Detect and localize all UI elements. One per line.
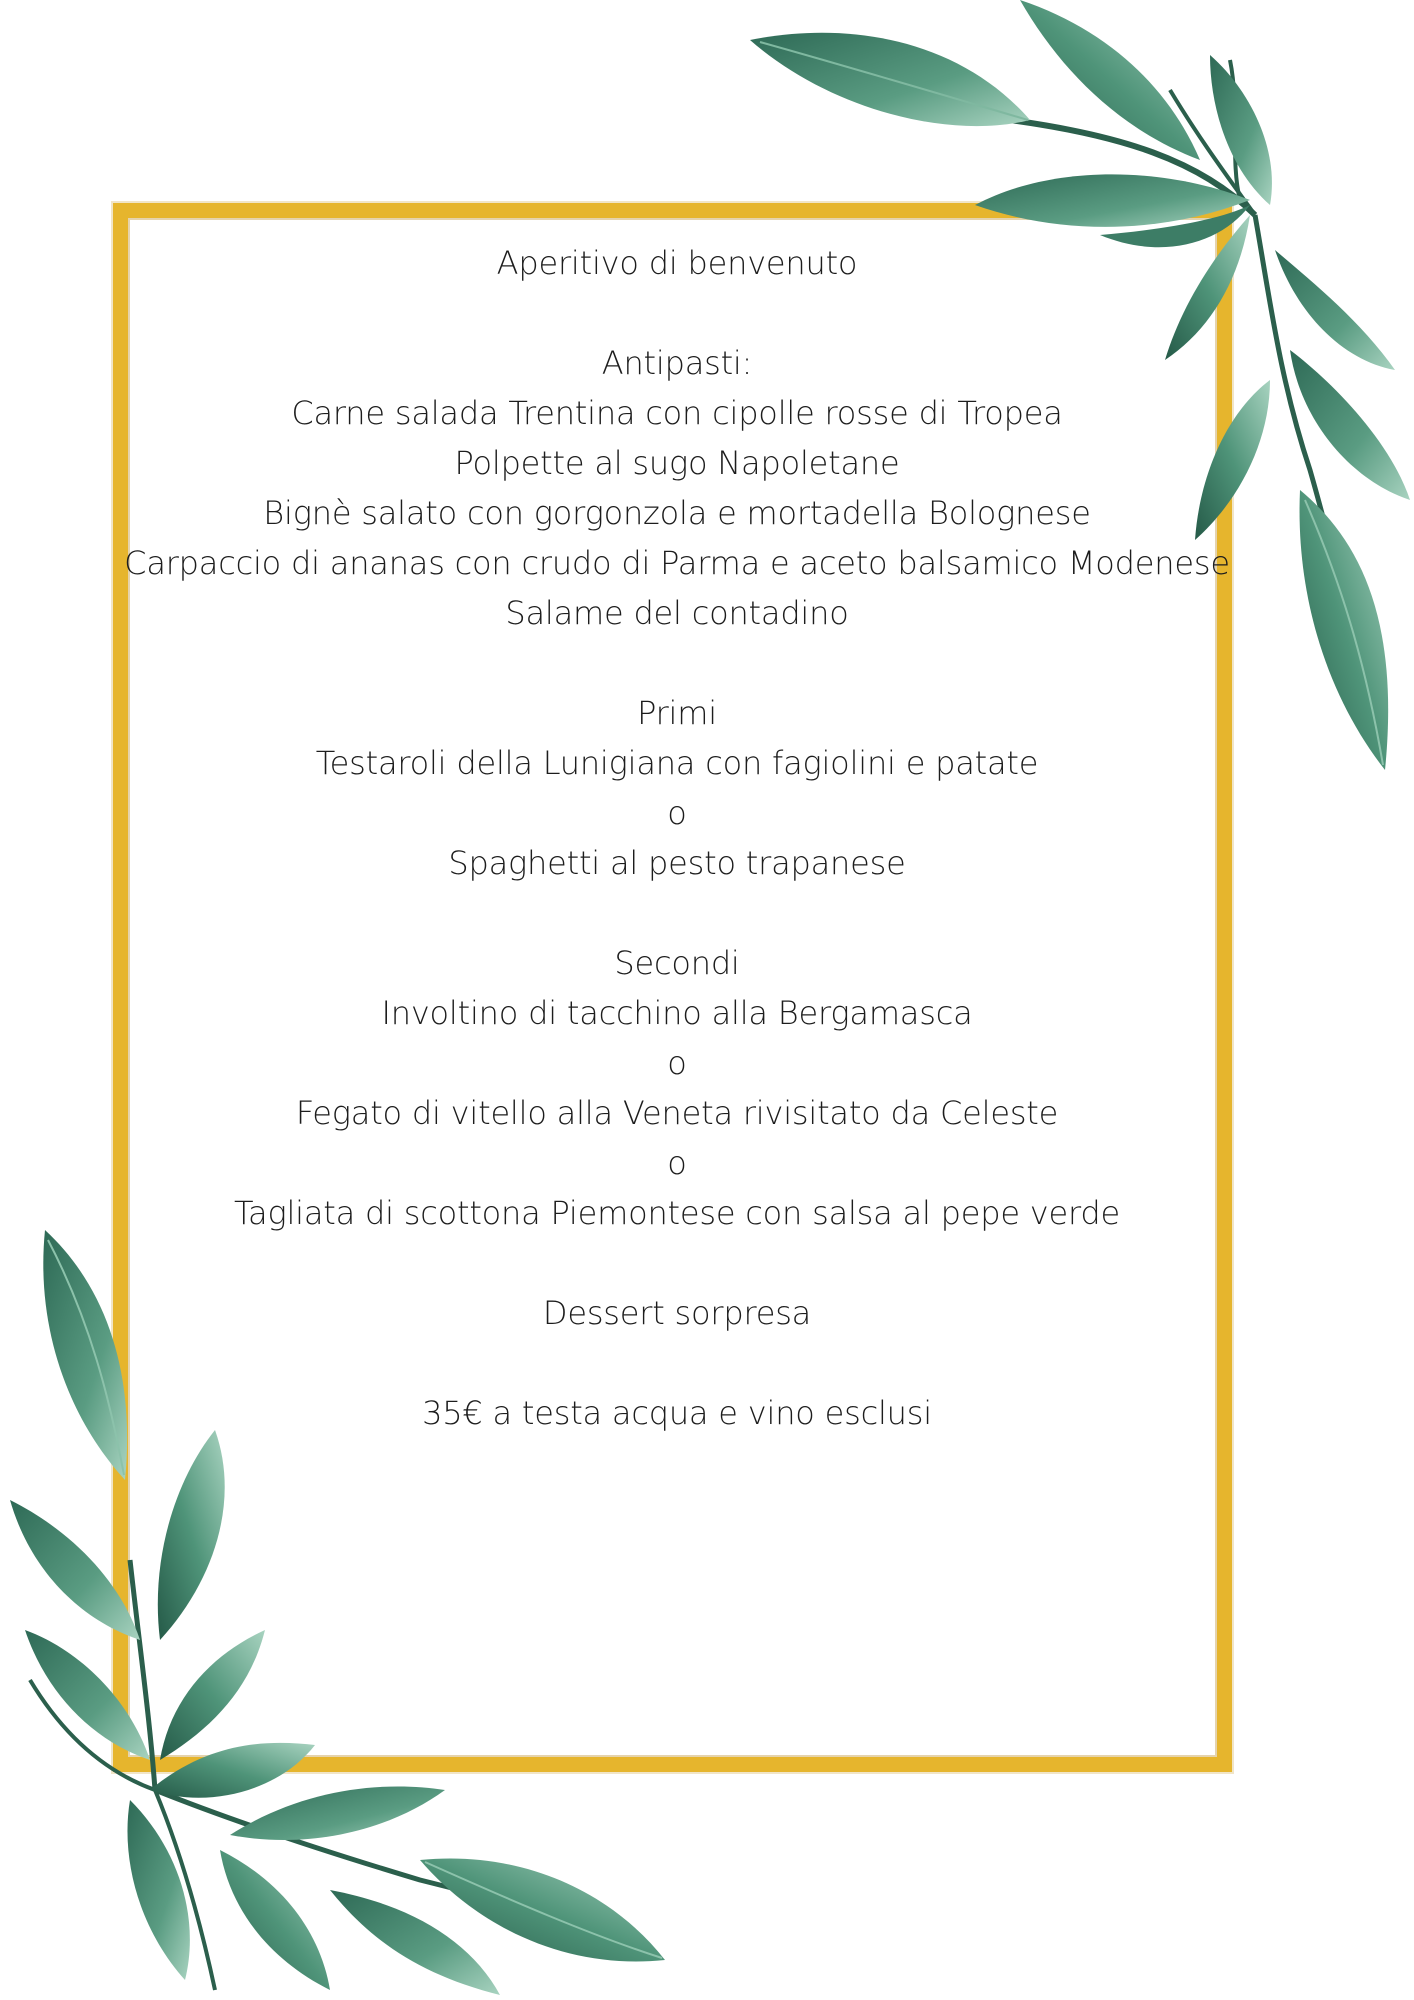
primi-heading: Primi — [637, 694, 717, 732]
spacer — [60, 1238, 1294, 1288]
primi-or-separator: o — [667, 794, 687, 832]
antipasti-item: Carne salada Trentina con cipolle rosse di Tropea — [291, 394, 1063, 432]
secondi-item: Involtino di tacchino alla Bergamasca — [381, 994, 973, 1032]
spacer — [60, 888, 1294, 938]
secondi-or-separator: o — [667, 1144, 687, 1182]
price-line: 35€ a testa acqua e vino esclusi — [422, 1394, 932, 1432]
spacer — [60, 638, 1294, 688]
secondi-item: Tagliata di scottona Piemontese con salsa al pepe verde — [233, 1194, 1121, 1232]
welcome-aperitif: Aperitivo di benvenuto — [496, 244, 858, 282]
menu-text — [60, 238, 1294, 1438]
secondi-heading: Secondi — [614, 944, 740, 982]
spacer — [60, 288, 1294, 338]
antipasti-item: Salame del contadino — [505, 594, 849, 632]
secondi-item: Fegato di vitello alla Veneta rivisitato da Celeste — [295, 1094, 1059, 1132]
secondi-or-separator: o — [667, 1044, 687, 1082]
primi-item: Testaroli della Lunigiana con fagiolini e patate — [315, 744, 1039, 782]
dessert-line: Dessert sorpresa — [542, 1294, 812, 1332]
antipasti-item: Polpette al sugo Napoletane — [454, 444, 900, 482]
antipasti-heading: Antipasti: — [601, 344, 753, 382]
antipasti-item: Bignè salato con gorgonzola e mortadella Bolognese — [263, 494, 1091, 532]
spacer — [60, 1338, 1294, 1388]
primi-item: Spaghetti al pesto trapanese — [448, 844, 906, 882]
antipasti-item: Carpaccio di ananas con crudo di Parma e aceto balsamico Modenese — [124, 544, 1230, 582]
